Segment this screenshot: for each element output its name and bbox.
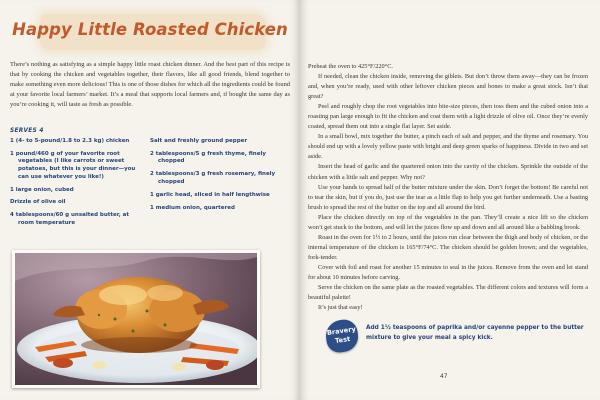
ingredient-item: 1 medium onion, quartered [150,204,235,211]
recipe-intro: There’s nothing as satisfying as a simple happy little roast chicken dinner. And the best part of this recipe is that by cooking the chicken and vegetables together, their flavors, like all good friends, blend together to make something even more delicious! This is one of those dishes for which all the ingredients could be found at your favorite local farmers’ market. It’s a meal that supports local farmers and, if bought the same day as you’re cooking it, will taste as fresh as possible. [10,61,290,109]
ingredients-left-column [10,138,144,233]
recipe-title: Happy Little Roasted Chicken [12,20,288,39]
bravery-test-badge: Bravery Test [324,318,360,354]
page-number: 47 [440,374,448,380]
ingredient-item: 1 (4- to 5-pound/1.8 to 2.3 kg) chicken [10,138,130,144]
ingredients-right-column [150,138,284,218]
method-steps [308,62,588,313]
ingredient-item: Drizzle of olive oil [10,199,66,206]
ingredient-item: 4 tablespoons/60 g unsalted butter, at room temperature [10,212,130,226]
method-step: In a small bowl, mix together the butter, a pinch each of salt and pepper, and the thyme and rosemary. You should end up with a lovely yellow paste with bright and deep green sparks of happiness. Divide in two and set aside. [308,133,588,161]
method-step: Peel and roughly chop the root vegetables into bite-size pieces, then toss them and the cubed onion into a roasting pan large enough to fit the chicken and coat them with a light drizzle of olive oil. Once they’re evenly coated, spread them out into a single flat layer. Set aside. [308,103,588,131]
ingredient-item: 1 large onion, cubed [10,186,74,193]
method-step: Roast in the oven for 1½ to 2 hours, until the juices run clear between the thigh and body of chicken, or the internal temperature of the chicken is 165°F/74°C. The chicken should be golden brown; and the vegetables, fork-tender. [308,233,588,261]
bravery-test-tip: Add 1½ teaspoons of paprika and/or cayenne pepper to the butter mixture to give your meal a spicy kick. [366,325,584,341]
method-step: Insert the head of garlic and the quartered onion into the cavity of the chicken. Sprinkle the outside of the chicken with a little salt and pepper. Why not? [308,163,588,181]
ingredient-item: 2 tablespoons/3 g fresh rosemary, finely chopped [150,171,276,185]
method-step: Cover with foil and roast for another 15 minutes to seal in the juices. Remove from the oven and let stand for about 10 minutes before carving. [308,263,588,281]
serves-label: SERVES 4 [10,128,44,134]
method-step: Preheat the oven to 425°F/220°C. [308,63,393,70]
method-step: Serve the chicken on the same plate as the roasted vegetables. The different colors and textures will form a beautiful palette! [308,284,588,302]
method-step: If needed, clean the chicken inside, removing the giblets. But don’t throw them away—they can be frozen and, when you’re ready, used with other leftover chicken pieces and bones to make a great stock. Isn’t that great? [308,73,588,101]
ingredient-item: 2 tablespoons/5 g fresh thyme, finely chopped [150,150,266,165]
method-step: Place the chicken directly on top of the vegetables in the pan. They’ll create a nice lift so the chicken won’t get stuck to the bottom, and will let the juices flow up and down and all around like a babbling brook. [308,213,588,231]
method-step: It’s just that easy! [318,304,363,312]
roasted-chicken-illustration [12,250,260,388]
chicken-painting [15,253,257,385]
ingredient-item: 1 pound/460 g of your favorite root vegetables (I like carrots or sweet potatoes, but this is your dinner—you can use whatever you like!) [10,150,136,180]
ingredient-item: 1 garlic head, sliced in half lengthwise [150,191,270,198]
method-step: Use your hands to spread half of the butter mixture under the skin. Don’t forget the bottom! Be careful not to tear the skin, but if you do, just use the tear as a little flap to help you get further underneath. Use a basting brush to spread the rest of the butter on the top and all around the bird. [308,183,588,211]
ingredient-item: Salt and freshly ground pepper [150,138,248,144]
